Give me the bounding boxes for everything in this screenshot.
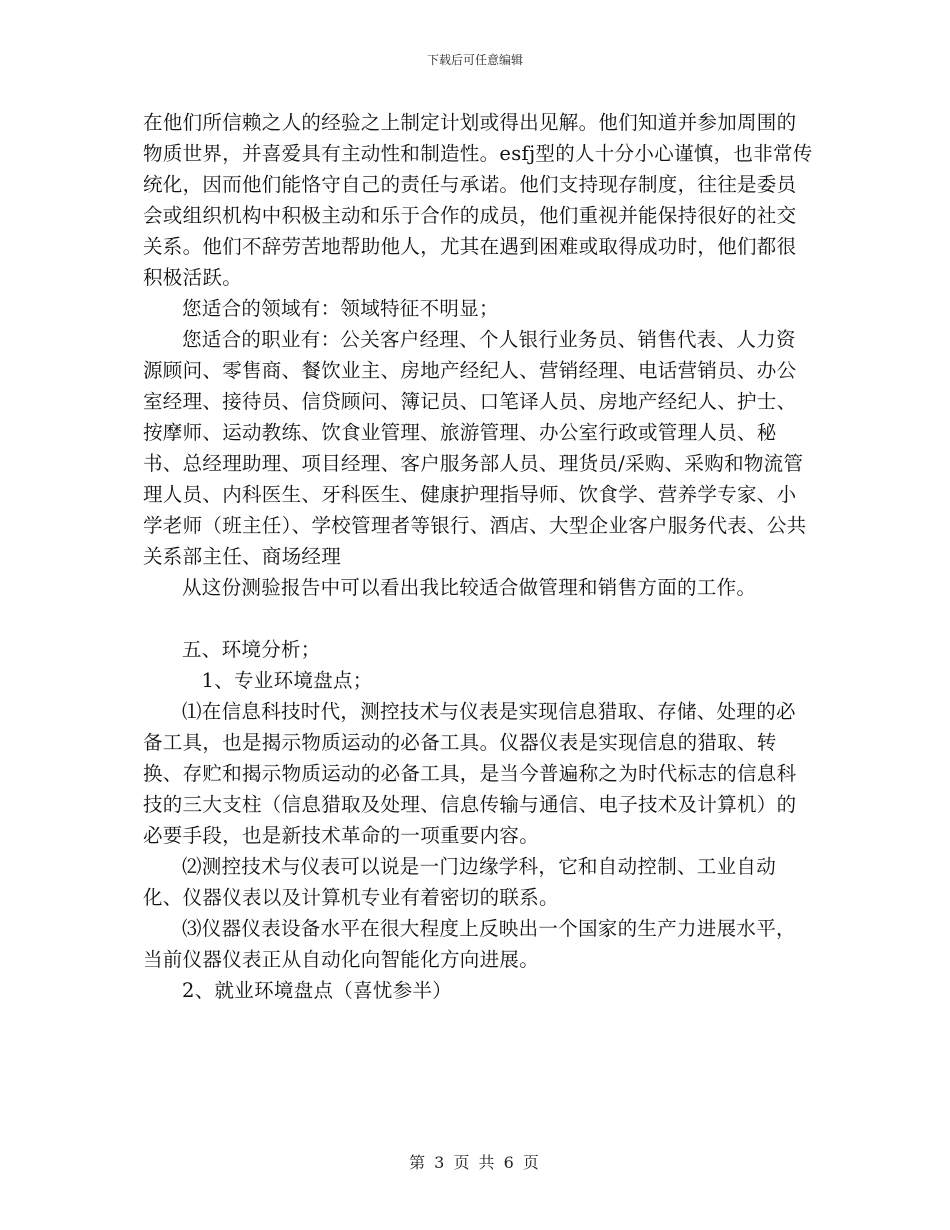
- subsection-1-heading: 1、专业环境盘点；: [201, 669, 373, 692]
- intro-paragraph: 在他们所信赖之人的经验之上制定计划或得出见解。他们知道并参加周围的物质世界，并喜爱具有主动性和制造性。esfj型的人十分小心谨慎，也非常传统化，因而他们能恪守自己的责任与承诺。他们支持现存制度，往往是委员会或组织机构中积极主动和乐于合作的成员，他们重视并能保持很好的社交关系。他们不辞劳苦地帮助他人，尤其在遇到困难或取得成功时，他们都很积极活跃。: [143, 111, 813, 289]
- paragraph-spacer: [143, 603, 815, 634]
- fields-paragraph: 您适合的领域有：领域特征不明显；: [182, 297, 499, 320]
- document-body: [143, 107, 815, 1006]
- subsection-2-heading: 2、就业环境盘点（喜忧参半）: [182, 979, 453, 1002]
- page-number: 第 3 页 共 6 页: [409, 1153, 541, 1172]
- conclusion-paragraph: 从这份测验报告中可以看出我比较适合做管理和销售方面的工作。: [182, 576, 757, 599]
- list-item-1: ⑴在信息科技时代，测控技术与仪表是实现信息猎取、存储、处理的必备工具，也是揭示物质运动的必备工具。仪器仪表是实现信息的猎取、转换、存贮和揭示物质运动的必备工具，是当今普遍称之为时代标志的信息科技的三大支柱（信息猎取及处理、信息传输与通信、电子技术及计算机）的必要手段，也是新技术革命的一项重要内容。: [143, 700, 797, 847]
- section-5-heading: 五、环境分析；: [182, 638, 321, 661]
- careers-paragraph: 您适合的职业有：公关客户经理、个人银行业务员、销售代表、人力资源顾问、零售商、餐饮业主、房地产经纪人、营销经理、电话营销员、办公室经理、接待员、信贷顾问、簿记员、口笔译人员、房地产经纪人、护士、按摩师、运动教练、饮食业管理、旅游管理、办公室行政或管理人员、秘书、总经理助理、项目经理、客户服务部人员、理货员/采购、采购和物流管理人员、内科医生、牙科医生、健康护理指导师、饮食学、营养学专家、小学老师（班主任）、学校管理者等银行、酒店、大型企业客户服务代表、公共关系部主任、商场经理: [143, 328, 807, 568]
- list-item-3: ⑶仪器仪表设备水平在很大程度上反映出一个国家的生产力进展水平，当前仪器仪表正从自动化向智能化方向进展。: [143, 917, 796, 971]
- list-item-2: ⑵测控技术与仪表可以说是一门边缘学科，它和自动控制、工业自动化、仪器仪表以及计算机专业有着密切的联系。: [143, 855, 777, 909]
- page-header: 下载后可任意编辑: [426, 53, 523, 67]
